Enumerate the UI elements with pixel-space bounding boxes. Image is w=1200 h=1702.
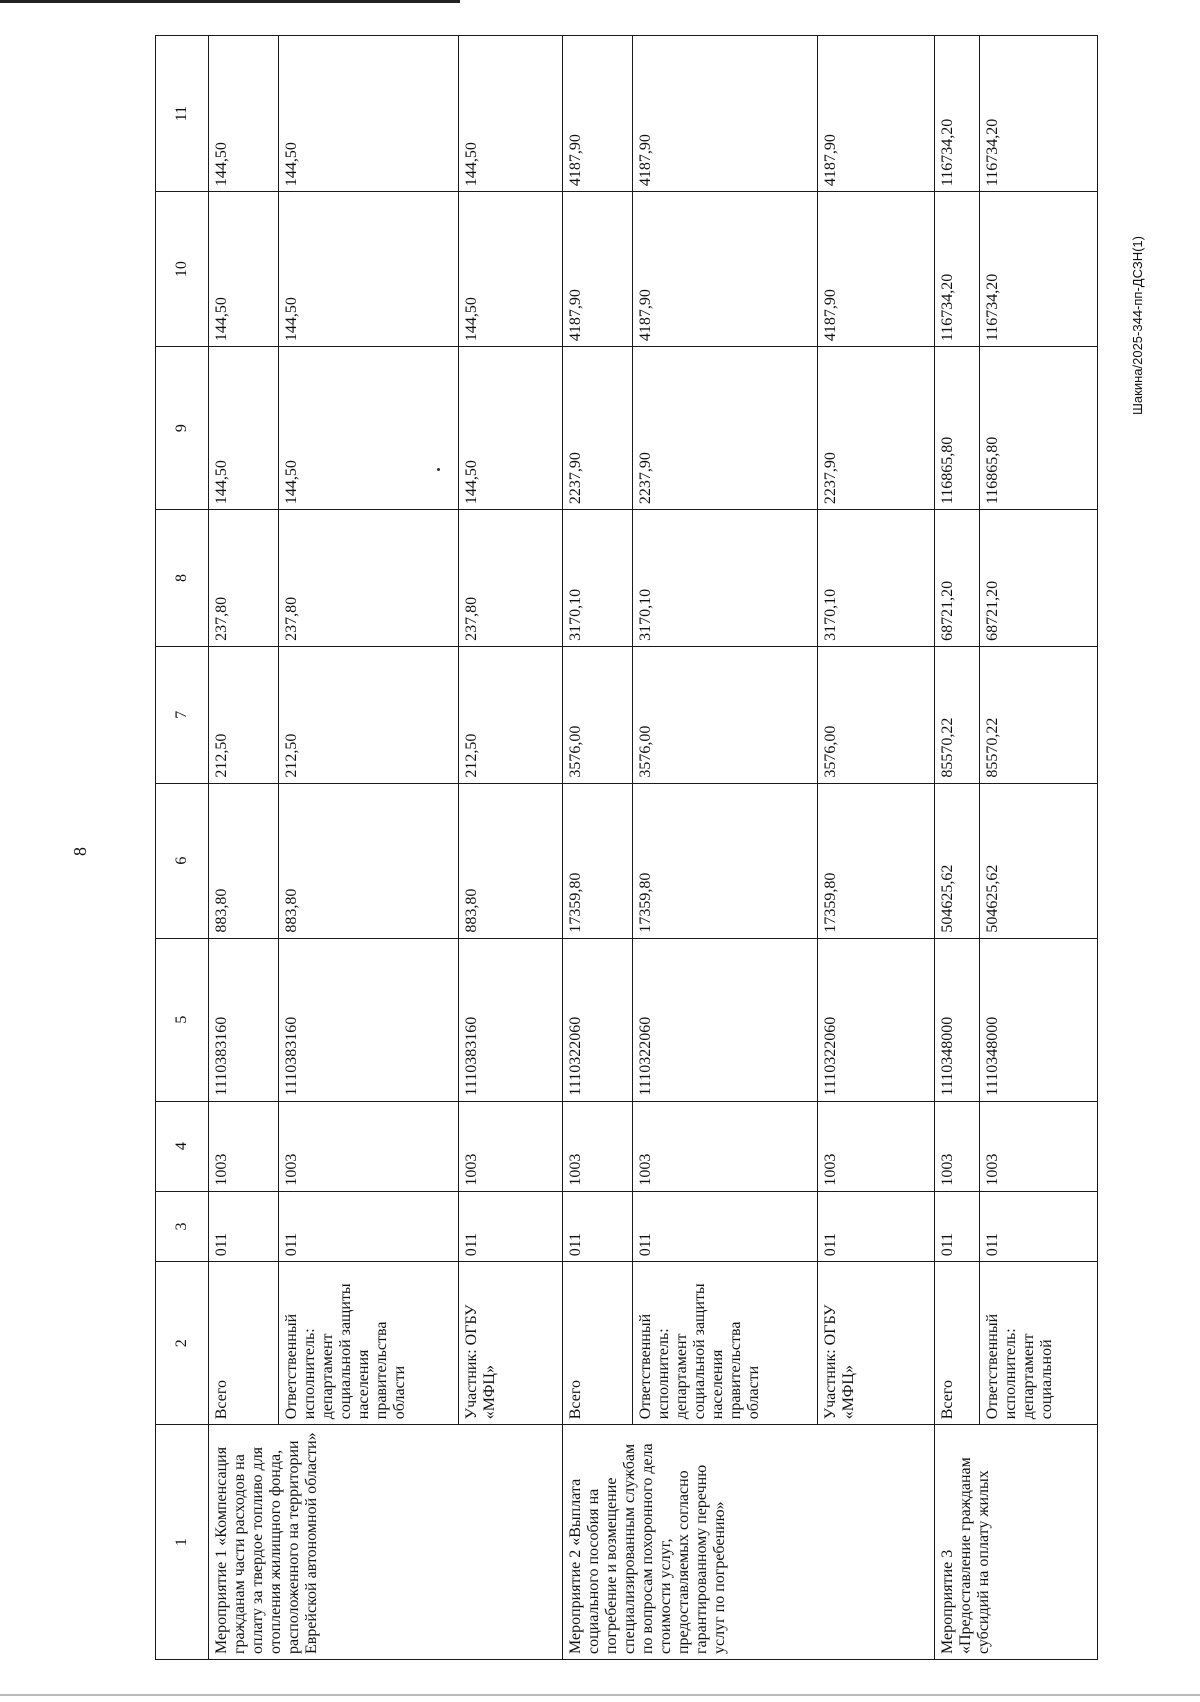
column-header-2: 2 bbox=[156, 1262, 209, 1425]
value-cell-c9: 116865,80 bbox=[980, 347, 1098, 510]
table-row bbox=[980, 36, 1098, 1660]
program-activities-table bbox=[155, 35, 1098, 1660]
value-cell-c3: 011 bbox=[459, 1191, 563, 1262]
executor-cell: Участник: ОГБУ «МФЦ» bbox=[818, 1262, 935, 1425]
value-cell-c3: 011 bbox=[980, 1191, 1098, 1262]
value-cell-c5: 1110348000 bbox=[980, 938, 1098, 1101]
value-cell-c10: 4187,90 bbox=[818, 192, 935, 347]
value-cell-c8: 68721,20 bbox=[935, 510, 980, 647]
column-header-4: 4 bbox=[156, 1101, 209, 1191]
value-cell-c11: 144,50 bbox=[459, 36, 563, 192]
value-cell-c11: 4187,90 bbox=[818, 36, 935, 192]
value-cell-c3: 011 bbox=[818, 1191, 935, 1262]
column-header-10: 10 bbox=[156, 192, 209, 347]
value-cell-c5: 1110383160 bbox=[209, 938, 279, 1101]
value-cell-c9: 2237,90 bbox=[563, 347, 633, 510]
value-cell-c8: 237,80 bbox=[459, 510, 563, 647]
value-cell-c11: 4187,90 bbox=[633, 36, 818, 192]
value-cell-c8: 237,80 bbox=[279, 510, 459, 647]
table-row bbox=[459, 36, 563, 1660]
value-cell-c6: 883,80 bbox=[459, 783, 563, 938]
value-cell-c9: 144,50 bbox=[279, 347, 459, 510]
value-cell-c6: 504625,62 bbox=[980, 783, 1098, 938]
value-cell-c7: 85570,22 bbox=[980, 646, 1098, 783]
executor-cell: Ответственный исполнитель: департамент социальной защиты населения правительства области bbox=[279, 1262, 459, 1425]
value-cell-c4: 1003 bbox=[980, 1101, 1098, 1191]
executor-cell: Всего bbox=[563, 1262, 633, 1425]
value-cell-c6: 17359,80 bbox=[818, 783, 935, 938]
header-row bbox=[156, 36, 209, 1660]
value-cell-c11: 144,50 bbox=[209, 36, 279, 192]
value-cell-c9: 144,50 bbox=[459, 347, 563, 510]
value-cell-c4: 1003 bbox=[279, 1101, 459, 1191]
table-row bbox=[563, 36, 633, 1660]
value-cell-c4: 1003 bbox=[209, 1101, 279, 1191]
value-cell-c3: 011 bbox=[563, 1191, 633, 1262]
value-cell-c9: 2237,90 bbox=[633, 347, 818, 510]
value-cell-c9: 116865,80 bbox=[935, 347, 980, 510]
value-cell-c7: 212,50 bbox=[459, 646, 563, 783]
value-cell-c5: 1110322060 bbox=[563, 938, 633, 1101]
table-row bbox=[935, 36, 980, 1660]
scan-edge-top bbox=[0, 0, 460, 3]
value-cell-c11: 4187,90 bbox=[563, 36, 633, 192]
value-cell-c8: 3170,10 bbox=[563, 510, 633, 647]
activity-title: Мероприятие 3 «Предоставление гражданам субсидий на оплату жилых bbox=[935, 1425, 1098, 1660]
column-header-11: 11 bbox=[156, 36, 209, 192]
table-row bbox=[279, 36, 459, 1660]
executor-cell: Ответственный исполнитель: департамент социальной защиты населения правительства области bbox=[633, 1262, 818, 1425]
value-cell-c7: 3576,00 bbox=[633, 646, 818, 783]
executor-cell: Участник: ОГБУ «МФЦ» bbox=[459, 1262, 563, 1425]
value-cell-c11: 116734,20 bbox=[980, 36, 1098, 192]
value-cell-c10: 116734,20 bbox=[980, 192, 1098, 347]
page-number: 8 bbox=[70, 847, 90, 856]
value-cell-c8: 237,80 bbox=[209, 510, 279, 647]
value-cell-c5: 1110383160 bbox=[279, 938, 459, 1101]
value-cell-c10: 144,50 bbox=[279, 192, 459, 347]
value-cell-c4: 1003 bbox=[563, 1101, 633, 1191]
value-cell-c9: 144,50 bbox=[209, 347, 279, 510]
table-row bbox=[633, 36, 818, 1660]
value-cell-c3: 011 bbox=[935, 1191, 980, 1262]
executor-cell: Всего bbox=[935, 1262, 980, 1425]
activity-title: Мероприятие 1 «Компенсация гражданам части расходов на оплату за твердое топливо для отопления жилищного фонда, расположенного на территории Еврейской автономной области» bbox=[209, 1425, 563, 1660]
value-cell-c5: 1110383160 bbox=[459, 938, 563, 1101]
value-cell-c3: 011 bbox=[209, 1191, 279, 1262]
value-cell-c4: 1003 bbox=[633, 1101, 818, 1191]
table-row bbox=[209, 36, 279, 1660]
column-header-1: 1 bbox=[156, 1425, 209, 1660]
value-cell-c5: 1110322060 bbox=[818, 938, 935, 1101]
value-cell-c10: 4187,90 bbox=[563, 192, 633, 347]
column-header-3: 3 bbox=[156, 1191, 209, 1262]
value-cell-c8: 3170,10 bbox=[818, 510, 935, 647]
value-cell-c10: 144,50 bbox=[209, 192, 279, 347]
value-cell-c10: 144,50 bbox=[459, 192, 563, 347]
table-row bbox=[818, 36, 935, 1660]
executor-cell: Всего bbox=[209, 1262, 279, 1425]
value-cell-c6: 883,80 bbox=[209, 783, 279, 938]
document-code: Шакина/2025-344-пп-ДСЗН(1) bbox=[1130, 236, 1145, 415]
value-cell-c4: 1003 bbox=[935, 1101, 980, 1191]
executor-cell: Ответственный исполнитель: департамент социальной bbox=[980, 1262, 1098, 1425]
column-header-8: 8 bbox=[156, 510, 209, 647]
value-cell-c3: 011 bbox=[633, 1191, 818, 1262]
value-cell-c6: 883,80 bbox=[279, 783, 459, 938]
column-header-5: 5 bbox=[156, 938, 209, 1101]
value-cell-c7: 85570,22 bbox=[935, 646, 980, 783]
column-header-7: 7 bbox=[156, 646, 209, 783]
value-cell-c10: 116734,20 bbox=[935, 192, 980, 347]
value-cell-c7: 212,50 bbox=[279, 646, 459, 783]
value-cell-c4: 1003 bbox=[818, 1101, 935, 1191]
value-cell-c7: 3576,00 bbox=[563, 646, 633, 783]
scan-edge-bottom bbox=[0, 1694, 1200, 1696]
rotated-document bbox=[155, 35, 1085, 1660]
value-cell-c8: 3170,10 bbox=[633, 510, 818, 647]
column-header-6: 6 bbox=[156, 783, 209, 938]
value-cell-c9: 2237,90 bbox=[818, 347, 935, 510]
value-cell-c7: 3576,00 bbox=[818, 646, 935, 783]
activity-title: Мероприятие 2 «Выплата социального пособия на погребение и возмещение специализированным службам по вопросам похоронного дела стоимости услуг, предоставляемых согласно гарантированному перечню услуг по погребению» bbox=[563, 1425, 935, 1660]
column-header-9: 9 bbox=[156, 347, 209, 510]
value-cell-c11: 116734,20 bbox=[935, 36, 980, 192]
value-cell-c8: 68721,20 bbox=[980, 510, 1098, 647]
value-cell-c4: 1003 bbox=[459, 1101, 563, 1191]
value-cell-c11: 144,50 bbox=[279, 36, 459, 192]
value-cell-c5: 1110348000 bbox=[935, 938, 980, 1101]
value-cell-c10: 4187,90 bbox=[633, 192, 818, 347]
value-cell-c7: 212,50 bbox=[209, 646, 279, 783]
value-cell-c6: 17359,80 bbox=[633, 783, 818, 938]
value-cell-c6: 17359,80 bbox=[563, 783, 633, 938]
value-cell-c6: 504625,62 bbox=[935, 783, 980, 938]
value-cell-c3: 011 bbox=[279, 1191, 459, 1262]
value-cell-c5: 1110322060 bbox=[633, 938, 818, 1101]
table-body bbox=[156, 36, 1098, 1660]
